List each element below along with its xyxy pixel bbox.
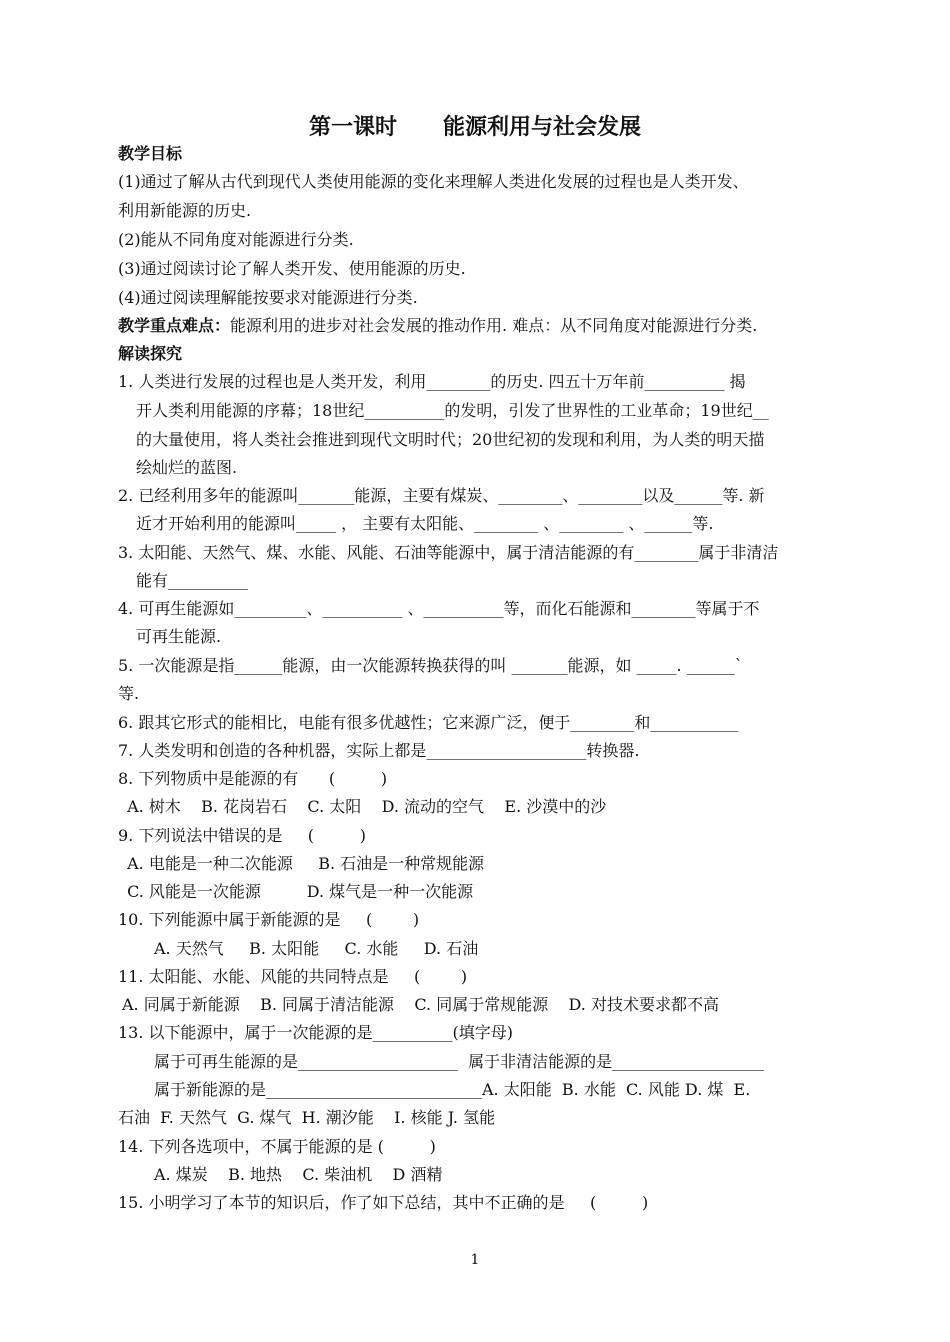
question-8-options: A. 树木 B. 花岗岩石 C. 太阳 D. 流动的空气 E. 沙漠中的沙 [122,797,607,816]
question-4-line: 4. 可再生能源如_________、__________ 、__________等，而化石能源和________等属于不 [118,599,760,618]
question-5-line: 等. [118,684,140,703]
question-7: 7. 人类发明和创造的各种机器，实际上都是____________________转换器. [118,741,640,760]
question-6: 6. 跟其它形式的能相比，电能有很多优越性；它来源广泛，便于________和___________ [118,713,739,732]
question-13-line: 石油 F. 天然气 G. 煤气 H. 潮汐能 I. 核能 J. 氢能 [118,1108,496,1127]
question-10-options: A. 天然气 B. 太阳能 C. 水能 D. 石油 [154,939,479,958]
question-9-options: A. 电能是一种二次能源 B. 石油是一种常规能源 [122,854,485,873]
question-2-line: 2. 已经利用多年的能源叫_______能源，主要有煤炭、________、________以及______等. 新 [118,486,765,505]
question-15: 15. 小明学习了本节的知识后，作了如下总结，其中不正确的是 ( ) [118,1193,649,1212]
question-10: 10. 下列能源中属于新能源的是 ( ) [118,910,420,929]
question-8: 8. 下列物质中是能源的有 ( ) [118,769,388,788]
question-1-line: 开人类利用能源的序幕；18世纪__________的发明，引发了世界性的工业革命；19世纪__ [136,401,769,420]
key-points-text: 能源利用的进步对社会发展的推动作用. 难点：从不同角度对能源进行分类. [230,316,758,335]
objective-line: (1)通过了解从古代到现代人类使用能源的变化来理解人类进化发展的过程也是人类开发、 [118,172,749,191]
question-2-line: 近才开始利用的能源叫_____ ， 主要有太阳能、________ 、________ 、______等. [136,514,714,533]
key-points [118,314,757,338]
explore-heading: 解读探究 [118,344,183,363]
page-number: 1 [470,1252,480,1268]
objective-line: 利用新能源的历史. [118,201,252,220]
objective-line: (2)能从不同角度对能源进行分类. [118,230,354,249]
question-14: 14. 下列各选项中，不属于能源的是 ( ) [118,1137,436,1156]
question-3-line: 3. 太阳能、天然气、煤、水能、风能、石油等能源中，属于清洁能源的有________属于非清洁 [118,543,779,562]
question-1-line: 绘灿烂的蓝图. [136,458,238,477]
question-9-options: C. 风能是一次能源 D. 煤气是一种一次能源 [122,882,474,901]
question-1-line: 的大量使用，将人类社会推进到现代文明时代；20世纪初的发现和利用，为人类的明天描 [136,430,765,449]
key-points-label: 教学重点难点： [118,316,231,335]
question-9: 9. 下列说法中错误的是 ( ) [118,826,367,845]
objective-line: (4)通过阅读理解能按要求对能源进行分类. [118,288,418,307]
question-13: 13. 以下能源中，属于一次能源的是__________(填字母) [118,1023,514,1042]
question-5-line: 5. 一次能源是指______能源，由一次能源转换获得的叫 _______能源，如 _____. ______` [118,656,743,675]
page-title: 第一课时 能源利用与社会发展 [309,115,641,140]
question-13-line: 属于可再生能源的是____________________ 属于非清洁能源的是___________________ [154,1052,765,1071]
objectives-heading: 教学目标 [118,144,183,163]
question-4-line: 可再生能源. [136,627,222,646]
question-1-line: 1. 人类进行发展的过程也是人类开发，利用________的历史. 四五十万年前__________ 揭 [118,372,746,391]
question-14-options: A. 煤炭 B. 地热 C. 柴油机 D 酒精 [154,1165,443,1184]
question-13-line: 属于新能源的是___________________________A. 太阳能 B. 水能 C. 风能 D. 煤 E. [154,1080,751,1099]
question-3-line: 能有__________ [136,571,249,590]
objective-line: (3)通过阅读讨论了解人类开发、使用能源的历史. [118,259,466,278]
question-11-options: A. 同属于新能源 B. 同属于清洁能源 C. 同属于常规能源 D. 对技术要求都不高 [122,995,719,1014]
question-11: 11. 太阳能、水能、风能的共同特点是 ( ) [118,967,468,986]
